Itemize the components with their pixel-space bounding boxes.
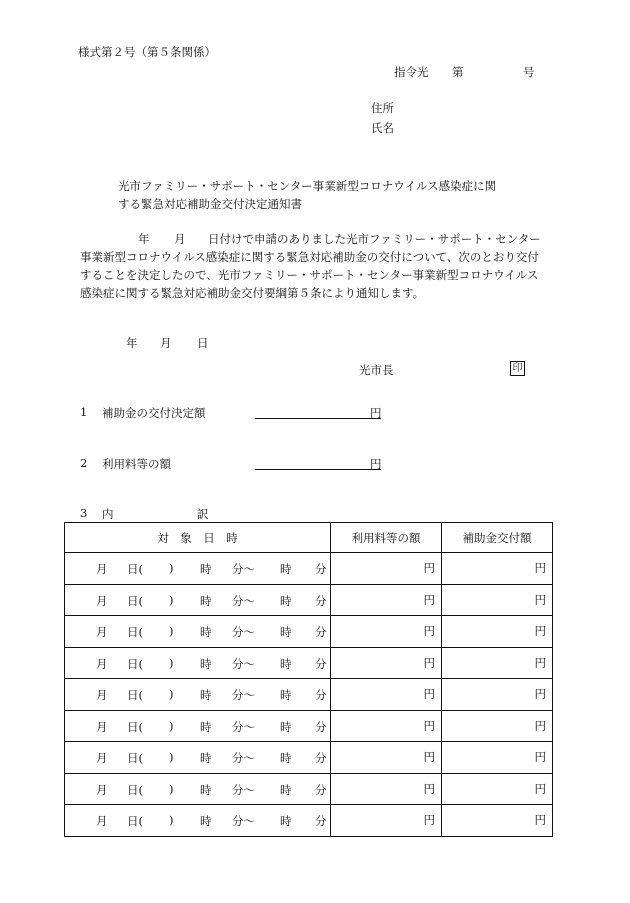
row-ji1-text: 時 xyxy=(200,719,212,734)
body-line-4: 感染症に関する緊急対応補助金交付要綱第５条により通知します。 xyxy=(80,286,425,300)
row-tsuki-text: 月 xyxy=(96,751,108,765)
row-usage-fee-cell: 円 xyxy=(331,773,442,805)
row-subsidy-amount-cell: 円 xyxy=(442,647,553,679)
row-subsidy-amount-cell: 円 xyxy=(442,773,553,805)
header-usage-fee: 利用料等の額 xyxy=(331,523,442,553)
item-3-label-a: 内 xyxy=(102,507,114,521)
row-ji1-text: 時 xyxy=(200,593,212,608)
row-ji2-text: 時 xyxy=(280,782,292,797)
row-usage-fee-cell: 円 xyxy=(331,616,442,648)
doc-number-go: 号 xyxy=(523,65,535,79)
row-paren-text: ) xyxy=(169,592,174,607)
row-usage-fee-cell: 円 xyxy=(331,553,442,585)
row-fun1-text: 分〜 xyxy=(232,656,255,671)
doc-number-dai: 第 xyxy=(452,65,464,79)
row-ji1-text: 時 xyxy=(200,656,212,671)
body-year: 年 xyxy=(138,232,150,246)
row-subsidy-amount-cell: 円 xyxy=(442,742,553,774)
row-fun2-text: 分 xyxy=(315,688,327,702)
item-2-label: 利用料等の額 xyxy=(102,457,171,471)
row-fun2-text: 分 xyxy=(315,751,327,765)
address-label: 住所 xyxy=(371,101,394,115)
row-fun2-text: 分 xyxy=(315,814,327,828)
seal-mark: 印 xyxy=(510,361,525,376)
row-ji2-text: 時 xyxy=(280,593,292,608)
row-ji1-text: 時 xyxy=(200,751,212,765)
table-row xyxy=(65,647,553,679)
row-ji1-text: 時 xyxy=(200,625,212,639)
row-datetime-cell xyxy=(65,553,331,585)
row-tsuki-text: 月 xyxy=(96,719,108,734)
name-label: 氏名 xyxy=(371,121,394,135)
body-line-2: 事業新型コロナウイルス感染症に関する緊急対応補助金の交付について、次のとおり交付 xyxy=(80,250,539,264)
row-ji2-text: 時 xyxy=(280,562,292,576)
row-datetime-cell xyxy=(65,773,331,805)
table-row xyxy=(65,679,553,711)
table-row xyxy=(65,773,553,805)
row-ji1-text: 時 xyxy=(200,562,212,576)
row-datetime-cell xyxy=(65,710,331,742)
table-body xyxy=(65,553,553,837)
table-row xyxy=(65,616,553,648)
row-usage-fee-cell: 円 xyxy=(331,584,442,616)
row-hi-text: 日( xyxy=(127,782,143,797)
row-fun2-text: 分 xyxy=(315,562,327,576)
row-datetime-cell xyxy=(65,805,331,837)
header-subsidy-amount: 補助金交付額 xyxy=(442,523,553,553)
row-hi-text: 日( xyxy=(127,719,143,734)
row-hi-text: 日( xyxy=(127,625,143,639)
row-tsuki-text: 月 xyxy=(96,593,108,608)
row-tsuki-text: 月 xyxy=(96,656,108,671)
row-paren-text: ) xyxy=(169,750,174,764)
row-hi-text: 日( xyxy=(127,562,143,576)
table-row xyxy=(65,584,553,616)
item-1-label: 補助金の交付決定額 xyxy=(102,406,206,420)
date-year: 年 xyxy=(126,336,138,350)
form-label: 様式第２号（第５条関係） xyxy=(78,45,216,59)
row-tsuki-text: 月 xyxy=(96,625,108,639)
row-datetime-cell xyxy=(65,742,331,774)
row-ji2-text: 時 xyxy=(280,688,292,702)
row-ji2-text: 時 xyxy=(280,625,292,639)
item-1-number: 1 xyxy=(80,405,88,419)
row-tsuki-text: 月 xyxy=(96,782,108,797)
row-usage-fee-cell: 円 xyxy=(331,805,442,837)
table-row xyxy=(65,742,553,774)
body-line-1: 日付けで申請のありました光市ファミリー・サポート・センター xyxy=(208,232,541,246)
row-paren-text: ) xyxy=(169,624,174,638)
row-hi-text: 日( xyxy=(127,751,143,765)
item-3-number: 3 xyxy=(80,506,88,520)
row-usage-fee-cell: 円 xyxy=(331,679,442,711)
row-fun1-text: 分〜 xyxy=(232,782,255,797)
row-datetime-cell xyxy=(65,647,331,679)
title-line-1: 光市ファミリー・サポート・センター事業新型コロナウイルス感染症に関 xyxy=(118,179,497,193)
row-ji2-text: 時 xyxy=(280,656,292,671)
row-fun2-text: 分 xyxy=(315,656,327,671)
row-fun1-text: 分〜 xyxy=(232,751,255,765)
row-paren-text: ) xyxy=(169,561,174,575)
row-hi-text: 日( xyxy=(127,593,143,608)
row-ji1-text: 時 xyxy=(200,688,212,702)
row-tsuki-text: 月 xyxy=(96,688,108,702)
row-subsidy-amount-cell: 円 xyxy=(442,584,553,616)
doc-number-prefix: 指令光 xyxy=(394,65,429,79)
table-row xyxy=(65,805,553,837)
header-target-datetime: 対 象 日 時 xyxy=(65,523,331,553)
row-paren-text: ) xyxy=(169,813,174,827)
breakdown-table xyxy=(64,522,553,837)
row-fun1-text: 分〜 xyxy=(232,814,255,828)
date-month: 月 xyxy=(160,336,172,350)
body-month: 月 xyxy=(174,232,186,246)
row-ji1-text: 時 xyxy=(200,782,212,797)
row-hi-text: 日( xyxy=(127,688,143,702)
row-paren-text: ) xyxy=(169,655,174,670)
row-ji2-text: 時 xyxy=(280,719,292,734)
row-paren-text: ) xyxy=(169,781,174,796)
row-hi-text: 日( xyxy=(127,814,143,828)
row-usage-fee-cell: 円 xyxy=(331,647,442,679)
row-subsidy-amount-cell: 円 xyxy=(442,679,553,711)
item-3-label-b: 訳 xyxy=(197,507,209,521)
table-header-row xyxy=(65,523,553,553)
row-fun2-text: 分 xyxy=(315,782,327,797)
row-fun1-text: 分〜 xyxy=(232,593,255,608)
row-subsidy-amount-cell: 円 xyxy=(442,553,553,585)
item-1-amount-line xyxy=(255,418,381,419)
issuer-title: 光市長 xyxy=(359,363,394,377)
row-usage-fee-cell: 円 xyxy=(331,742,442,774)
row-fun2-text: 分 xyxy=(315,719,327,734)
row-usage-fee-cell: 円 xyxy=(331,710,442,742)
title-line-2: する緊急対応補助金交付決定通知書 xyxy=(118,197,302,211)
row-hi-text: 日( xyxy=(127,656,143,671)
row-datetime-cell xyxy=(65,679,331,711)
table-row xyxy=(65,553,553,585)
table-row xyxy=(65,710,553,742)
row-fun1-text: 分〜 xyxy=(232,688,255,702)
row-tsuki-text: 月 xyxy=(96,814,108,828)
row-fun1-text: 分〜 xyxy=(232,625,255,639)
item-1-unit: 円 xyxy=(370,406,382,420)
row-paren-text: ) xyxy=(169,718,174,733)
row-ji2-text: 時 xyxy=(280,814,292,828)
row-subsidy-amount-cell: 円 xyxy=(442,710,553,742)
row-fun2-text: 分 xyxy=(315,593,327,608)
row-subsidy-amount-cell: 円 xyxy=(442,616,553,648)
row-datetime-cell xyxy=(65,616,331,648)
row-fun2-text: 分 xyxy=(315,625,327,639)
row-ji1-text: 時 xyxy=(200,814,212,828)
row-tsuki-text: 月 xyxy=(96,562,108,576)
row-subsidy-amount-cell: 円 xyxy=(442,805,553,837)
row-ji2-text: 時 xyxy=(280,751,292,765)
row-fun1-text: 分〜 xyxy=(232,562,255,576)
date-day: 日 xyxy=(197,336,209,350)
row-datetime-cell xyxy=(65,584,331,616)
row-fun1-text: 分〜 xyxy=(232,719,255,734)
row-paren-text: ) xyxy=(169,687,174,701)
body-line-3: することを決定したので、光市ファミリー・サポート・センター事業新型コロナウイルス xyxy=(80,268,539,282)
item-2-number: 2 xyxy=(80,456,88,470)
item-2-unit: 円 xyxy=(370,457,382,471)
item-2-amount-line xyxy=(255,469,381,470)
